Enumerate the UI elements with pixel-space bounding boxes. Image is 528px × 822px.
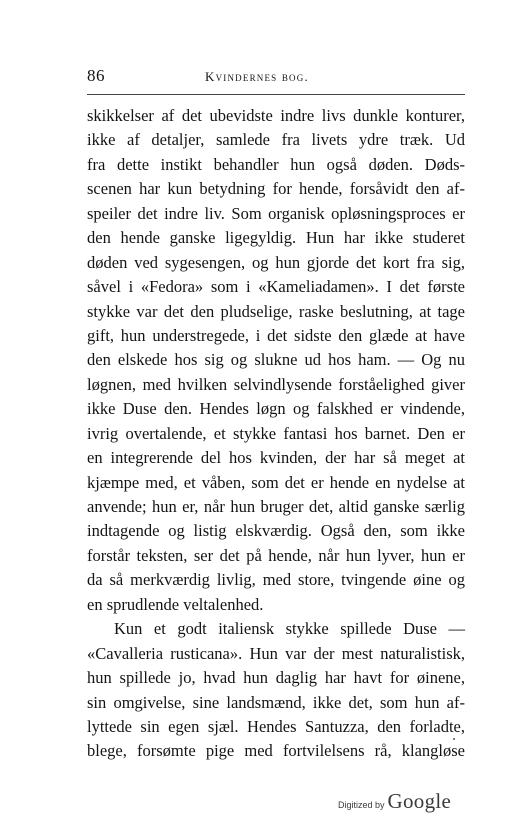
- text-line: såvel i «Fedora» som i «Kameliadamen». I det første: [87, 277, 465, 297]
- text-line: sin omgivelse, sine landsmænd, ikke det, som hun af-: [87, 692, 465, 712]
- text-line: løgnen, med hvilken selvindlysende forståelighed giver: [87, 374, 465, 394]
- text-line: den hende ganske ligegyldig. Hun har ikke studeret: [87, 228, 465, 248]
- text-line: indtagende og listig elskværdig. Også den, som ikke: [87, 521, 465, 541]
- text-line: stykke var det den pludselige, raske beslutning, at tage: [87, 301, 465, 321]
- page-header: [87, 66, 465, 88]
- text-line: ivrig overtalende, et stykke fantasi hos barnet. Den er: [87, 423, 465, 443]
- paragraph-last-line: en sprudlende veltalenhed.: [87, 594, 264, 614]
- paragraph-first-line: Kun et godt italiensk stykke spillede Duse —: [114, 619, 465, 639]
- digitized-by-google-watermark: [338, 790, 451, 814]
- text-line: speiler det indre liv. Som organisk opløsningsproces er: [87, 203, 465, 223]
- text-line: skikkelser af det ubevidste indre livs dunkle konturer,: [87, 106, 465, 125]
- body-text: [87, 104, 465, 764]
- text-line: «Cavalleria rusticana». Hun var der mest naturalistisk,: [87, 643, 465, 663]
- text-line: hun spillede jo, hvad hun daglig har havt for øinene,: [87, 668, 465, 688]
- text-line: en integrerende del hos kvinden, der har så meget at: [87, 448, 465, 468]
- text-line: anvende; hun er, når hun bruger det, altid ganske særlig: [87, 497, 465, 516]
- text-line: den elskede hos sig og slukne ud hos ham. — Og nu: [87, 350, 465, 370]
- text-line: døden ved sygesengen, og hun gjorde det kort fra sig,: [87, 252, 465, 272]
- text-line: blege, forsømte pige med fortvilelsens rå, klangløse: [87, 741, 465, 761]
- text-line: fra dette instikt behandler hun også døden. Døds-: [87, 154, 465, 174]
- header-rule: [87, 94, 465, 95]
- digitized-label: Digitized by: [338, 800, 385, 810]
- text-line: gift, hun understregede, i det sidste den glæde at have: [87, 325, 465, 345]
- running-head: Kvindernes bog.: [205, 69, 309, 84]
- text-line: lyttede sin egen sjæl. Hendes Santuzza, den forladte,: [87, 716, 465, 736]
- google-wordmark: Google: [387, 789, 452, 813]
- scan-speck: [453, 738, 455, 740]
- text-line: kjæmpe med, et våben, som det er hende en nydelse at: [87, 472, 465, 492]
- text-line: ikke af detaljer, samlede fra livets ydre træk. Ud: [87, 130, 465, 150]
- text-line: ikke Duse den. Hendes løgn og falskhed er vindende,: [87, 399, 465, 419]
- text-line: da så merkværdig livlig, med store, tvingende øine og: [87, 570, 465, 590]
- text-line: forstår teksten, ser det på hende, når hun lyver, hun er: [87, 545, 465, 565]
- page-number: 86: [87, 66, 105, 85]
- text-line: scenen har kun betydning for hende, forsåvidt den af-: [87, 179, 465, 199]
